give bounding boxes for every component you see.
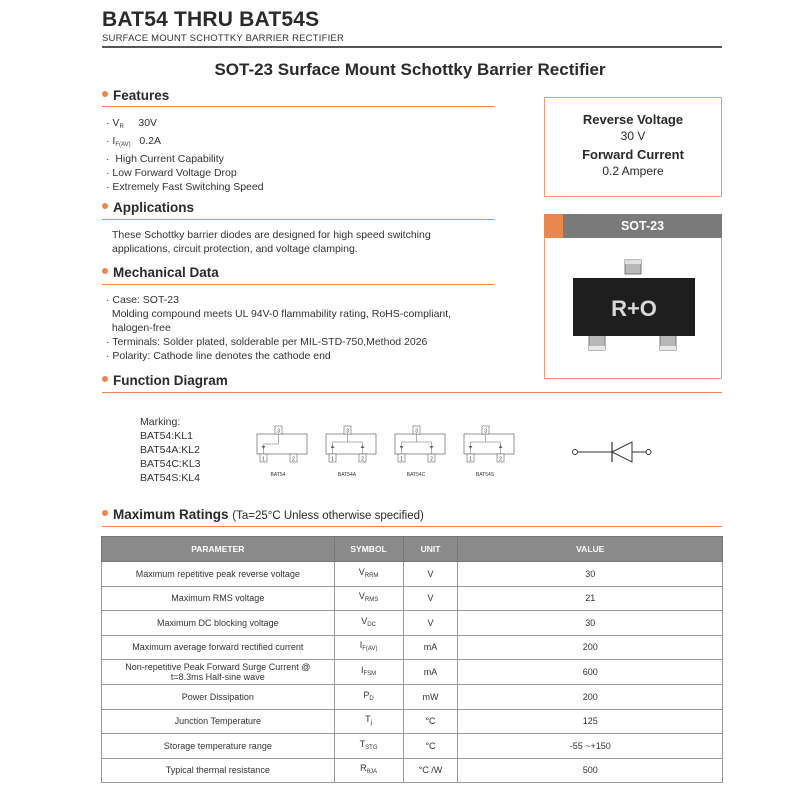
ratings-underline <box>102 526 722 527</box>
cell-unit: °C <box>403 709 458 734</box>
marking-item: BAT54S:KL4 <box>140 472 200 484</box>
package-header <box>544 214 722 238</box>
forward-current-value: 0.2 Ampere <box>602 164 664 178</box>
cell-unit: mW <box>403 685 458 710</box>
cell-unit: V <box>403 586 458 611</box>
cell-value: 21 <box>458 586 723 611</box>
cell-value: 200 <box>458 635 723 660</box>
reverse-voltage-label: Reverse Voltage <box>582 112 684 127</box>
package-image-box <box>544 238 722 379</box>
pin-1-label: 1 <box>469 456 472 463</box>
cell-parameter: Maximum RMS voltage <box>102 586 335 611</box>
features-underline <box>102 106 494 107</box>
features-list <box>106 116 264 194</box>
marking-item: BAT54A:KL2 <box>140 444 200 456</box>
package-title: SOT-23 <box>620 219 665 233</box>
cell-symbol: $V_{RRM}$ <box>334 562 403 587</box>
applications-line: applications, circuit protection, and voltage clamping. <box>112 243 358 255</box>
cell-symbol: $V_{RMS}$ <box>334 586 403 611</box>
table-row <box>102 734 723 759</box>
cell-unit: mA <box>403 635 458 660</box>
mechanical-text <box>106 293 451 363</box>
feature-item: · Low Forward Voltage Drop <box>106 167 237 179</box>
mechanical-line: Molding compound meets UL 94V-0 flammability rating, RoHS-compliant, <box>111 308 452 320</box>
variant-label: BAT54S <box>475 472 495 478</box>
applications-underline <box>102 219 494 220</box>
main-title: SOT-23 Surface Mount Schottky Barrier Rectifier <box>214 60 606 79</box>
cell-unit: mA <box>403 660 458 685</box>
variant-label: BAT54 <box>270 472 286 478</box>
function-diagram-heading: Function Diagram <box>102 373 228 393</box>
bat54a-pinout <box>326 426 376 478</box>
cell-unit: °C /W <box>403 758 458 783</box>
mechanical-underline <box>102 284 494 285</box>
bat54s-pinout <box>464 426 514 478</box>
pin-1-label: 1 <box>331 456 334 463</box>
pin-2-label: 2 <box>499 456 502 463</box>
cell-unit: °C <box>403 734 458 759</box>
marking-item: BAT54:KL1 <box>140 430 193 442</box>
column-header-value: VALUE <box>458 537 723 562</box>
mechanical-line: · Terminals: Solder plated, solderable per MIL-STD-750,Method 2026 <box>106 336 428 348</box>
document-subtitle: SURFACE MOUNT SCHOTTKY BARRIER RECTIFIER <box>102 33 345 44</box>
pin-2-label: 2 <box>361 456 364 463</box>
mechanical-line: · Case: SOT-23 <box>106 294 179 306</box>
marking-list <box>140 415 201 485</box>
cell-symbol: $V_{DC}$ <box>334 611 403 636</box>
column-header-parameter: PARAMETER <box>102 537 335 562</box>
cell-parameter: Maximum DC blocking voltage <box>102 611 335 636</box>
bullet-dot-icon <box>102 510 108 516</box>
applications-line: These Schottky barrier diodes are designed for high speed switching <box>112 229 431 241</box>
table-row <box>102 660 723 685</box>
column-header-unit: UNIT <box>403 537 458 562</box>
package-marking: R+O <box>611 296 657 321</box>
sot23-package-illustration <box>545 238 723 379</box>
cell-symbol: $I_{FSM}$ <box>334 660 403 685</box>
cell-parameter: Storage temperature range <box>102 734 335 759</box>
document-title: BAT54 THRU BAT54S <box>102 8 320 31</box>
feature-item: · Extremely Fast Switching Speed <box>106 181 264 193</box>
cell-symbol: $T_j$ <box>334 709 403 734</box>
spec-summary-box <box>544 97 722 197</box>
cell-value: 500 <box>458 758 723 783</box>
table-row <box>102 758 723 783</box>
table-row <box>102 562 723 587</box>
feature-if: · $I_{F(AV)}$ 0.2A <box>106 135 161 148</box>
variant-label: BAT54A <box>337 472 357 478</box>
cell-value: -55 ~+150 <box>458 734 723 759</box>
cell-parameter: Junction Temperature <box>102 709 335 734</box>
header-divider <box>102 46 722 48</box>
marking-title: Marking: <box>140 416 181 428</box>
reverse-voltage-value: 30 V <box>620 129 646 143</box>
pin-3-label: 3 <box>277 428 280 435</box>
bullet-dot-icon <box>102 91 108 97</box>
pin-2-label: 2 <box>292 456 295 463</box>
cell-value: 30 <box>458 562 723 587</box>
function-diagram-underline <box>102 392 722 393</box>
variant-label: BAT54C <box>406 472 426 478</box>
marking-item: BAT54C:KL3 <box>140 458 201 470</box>
cell-value: 600 <box>458 660 723 685</box>
feature-vr: · $V_R$ 30V <box>106 117 158 130</box>
maximum-ratings-table <box>101 536 723 783</box>
cell-parameter: Maximum average forward rectified current <box>102 635 335 660</box>
package-header-accent <box>544 214 563 238</box>
pin-1-label: 1 <box>262 456 265 463</box>
table-header-row <box>102 537 723 562</box>
feature-item: · High Current Capability <box>106 153 224 165</box>
bullet-dot-icon <box>102 203 108 209</box>
forward-current-label: Forward Current <box>582 147 684 162</box>
bat54-pinout <box>257 426 307 478</box>
pin-2-label: 2 <box>430 456 433 463</box>
table-row <box>102 709 723 734</box>
cell-parameter: Power Dissipation <box>102 685 335 710</box>
cell-symbol: $R_{\theta JA}$ <box>334 758 403 783</box>
features-heading: Features <box>102 88 169 108</box>
cell-value: 125 <box>458 709 723 734</box>
table-row <box>102 611 723 636</box>
diode-symbol-icon <box>568 436 658 468</box>
table-row <box>102 635 723 660</box>
pin-3-label: 3 <box>484 428 487 435</box>
pin-3-label: 3 <box>415 428 418 435</box>
table-row <box>102 586 723 611</box>
cell-symbol: $I_{F(AV)}$ <box>334 635 403 660</box>
cell-parameter: Typical thermal resistance <box>102 758 335 783</box>
cell-unit: V <box>403 611 458 636</box>
bullet-dot-icon <box>102 376 108 382</box>
cell-symbol: $P_D$ <box>334 685 403 710</box>
bullet-dot-icon <box>102 268 108 274</box>
pin-configuration-diagrams <box>250 420 540 482</box>
applications-text <box>112 228 431 256</box>
mechanical-line: · Polarity: Cathode line denotes the cathode end <box>106 350 331 362</box>
ratings-heading: Maximum Ratings (Ta=25°C Unless otherwise specified) <box>102 507 424 527</box>
cell-value: 200 <box>458 685 723 710</box>
cell-unit: V <box>403 562 458 587</box>
cell-parameter: Non-repetitive Peak Forward Surge Current @ t=8.3ms Half-sine wave <box>102 660 335 685</box>
mechanical-heading: Mechanical Data <box>102 265 219 285</box>
bat54c-pinout <box>395 426 445 478</box>
cell-parameter: Maximum repetitive peak reverse voltage <box>102 562 335 587</box>
cell-symbol: $T_{STG}$ <box>334 734 403 759</box>
column-header-symbol: SYMBOL <box>334 537 403 562</box>
cell-value: 30 <box>458 611 723 636</box>
mechanical-line: halogen-free <box>111 322 171 334</box>
pin-1-label: 1 <box>400 456 403 463</box>
table-row <box>102 685 723 710</box>
pin-3-label: 3 <box>346 428 349 435</box>
ratings-condition: (Ta=25°C Unless otherwise specified) <box>232 510 424 522</box>
applications-heading: Applications <box>102 200 194 220</box>
